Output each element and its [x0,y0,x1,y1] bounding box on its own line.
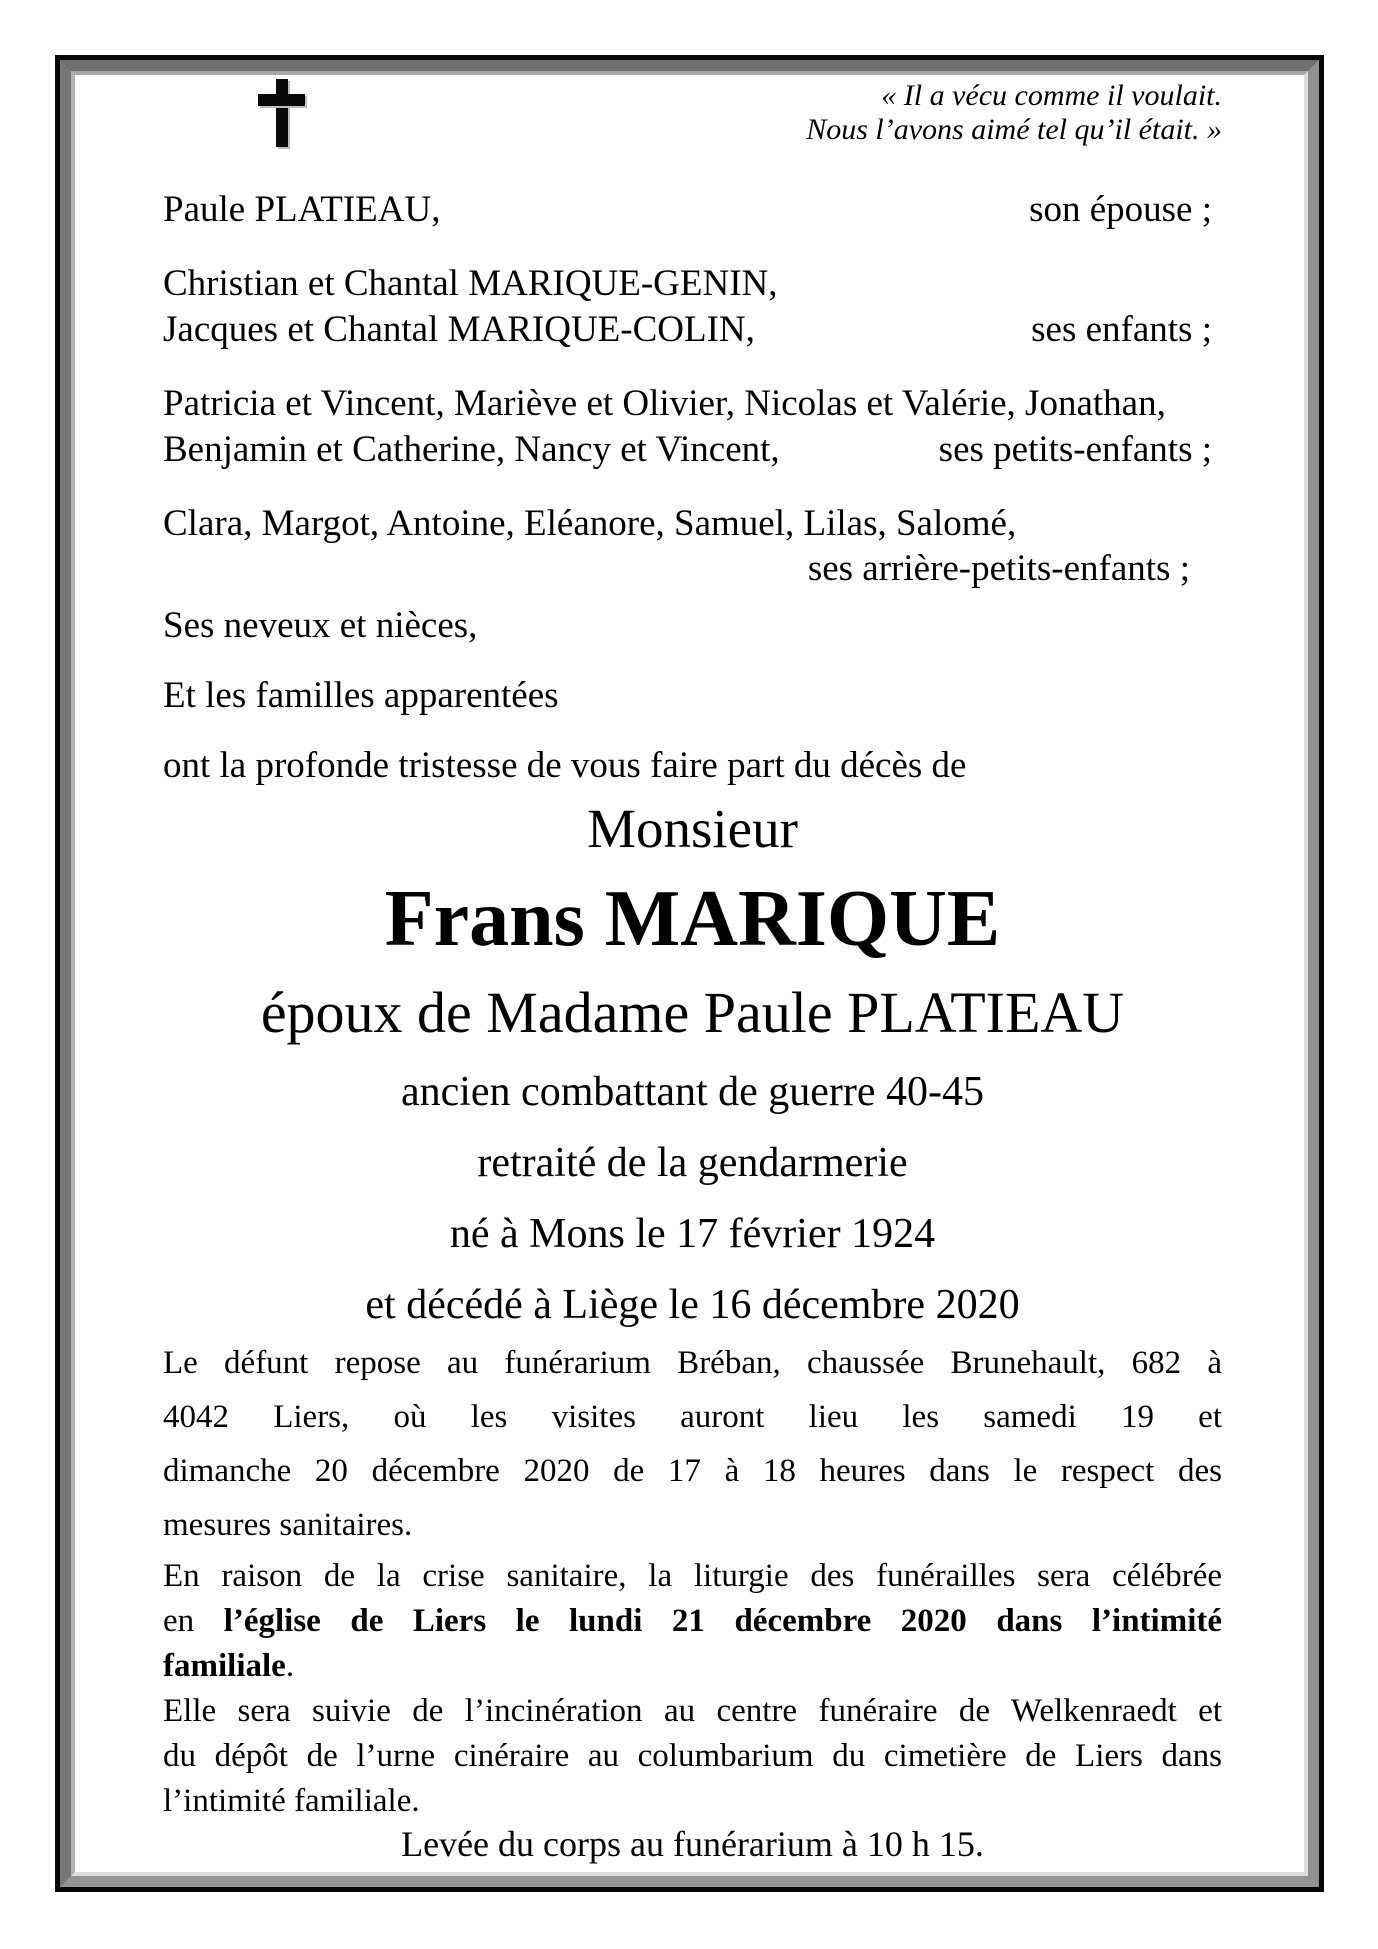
cross-icon [258,79,305,147]
epitaph-quote [163,79,1222,147]
funeral-line: En raison de la crise sanitaire, la liturgie des funérailles sera célébrée [163,1558,1222,1594]
family-names: Paule PLATIEAU, [163,189,441,230]
announcement-frame [55,55,1324,1892]
funeral-line: en l’église de Liers le lundi 21 décembre 2020 dans l’intimité [163,1603,1223,1639]
wake-paragraph [163,1336,1222,1552]
family-names: Et les familles apparentées [163,675,559,716]
family-row-related-families [163,673,1222,719]
header [163,79,1222,147]
deceased-details [163,1067,1222,1330]
family-names: Jacques et Chantal MARIQUE-COLIN, [163,309,755,350]
funeral-line: l’intimité familiale. [163,1783,420,1819]
family-names: Clara, Margot, Antoine, Eléanore, Samuel, Lilas, Salomé, [163,503,1017,544]
detail-veteran: ancien combattant de guerre 40-45 [400,1069,985,1115]
family-names: Patricia et Vincent, Mariève et Olivier, Nicolas et Valérie, Jonathan, [163,383,1166,424]
deceased-spouse-line: époux de Madame Paule PLATIEAU [260,980,1125,1045]
cross-horizontal-bar [258,94,305,106]
funeral-line: Elle sera suivie de l’incinération au centre funéraire de Welkenraedt et [163,1693,1222,1729]
family-row-children [163,261,1222,353]
levee-line: Levée du corps au funérarium à 10 h 15. [401,1824,984,1864]
relation-label: son épouse ; [1029,189,1212,230]
relation-label: ses petits-enfants ; [938,429,1212,470]
family-names: Ses neveux et nièces, [163,605,478,646]
relation-label: ses enfants ; [1031,309,1212,350]
relation-label: ses arrière-petits-enfants ; [807,548,1190,589]
wake-line: mesures sanitaires. [163,1507,413,1543]
funeral-paragraph [163,1554,1222,1824]
announcement-sheet [71,71,1308,1876]
wake-line: 4042 Liers, où les visites auront lieu les samedi 19 et [163,1399,1222,1435]
wake-line: dimanche 20 décembre 2020 de 17 à 18 heures dans le respect des [163,1453,1222,1489]
family-row-grandchildren [163,381,1222,473]
family-row-nieces-nephews [163,603,1222,649]
funeral-line: familiale. [163,1648,295,1684]
family-row-great-grandchildren [163,501,1222,591]
detail-birth: né à Mons le 17 février 1924 [449,1211,936,1257]
family-names: Christian et Chantal MARIQUE-GENIN, [163,263,778,304]
epitaph-quote-line2: Nous l’avons aimé tel qu’il était. » [806,113,1222,146]
funeral-line: du dépôt de l’urne cinéraire au columbarium du cimetière de Liers dans [163,1738,1222,1774]
epitaph-quote-line1: « Il a vécu comme il voulait. [881,79,1222,112]
cross-vertical-bar [276,79,288,147]
family-names: Benjamin et Catherine, Nancy et Vincent, [163,429,780,470]
deceased-name: Frans MARIQUE [384,875,1001,963]
deceased-title: Monsieur [587,798,798,859]
wake-line: Le défunt repose au funérarium Bréban, chaussée Brunehault, 682 à [163,1345,1222,1381]
family-row-spouse [163,187,1222,233]
detail-death: et décédé à Liège le 16 décembre 2020 [365,1282,1020,1328]
announcement-line: ont la profonde tristesse de vous faire part du décès de [163,745,967,786]
detail-retired: retraité de la gendarmerie [477,1140,908,1186]
family-section [163,187,1222,789]
